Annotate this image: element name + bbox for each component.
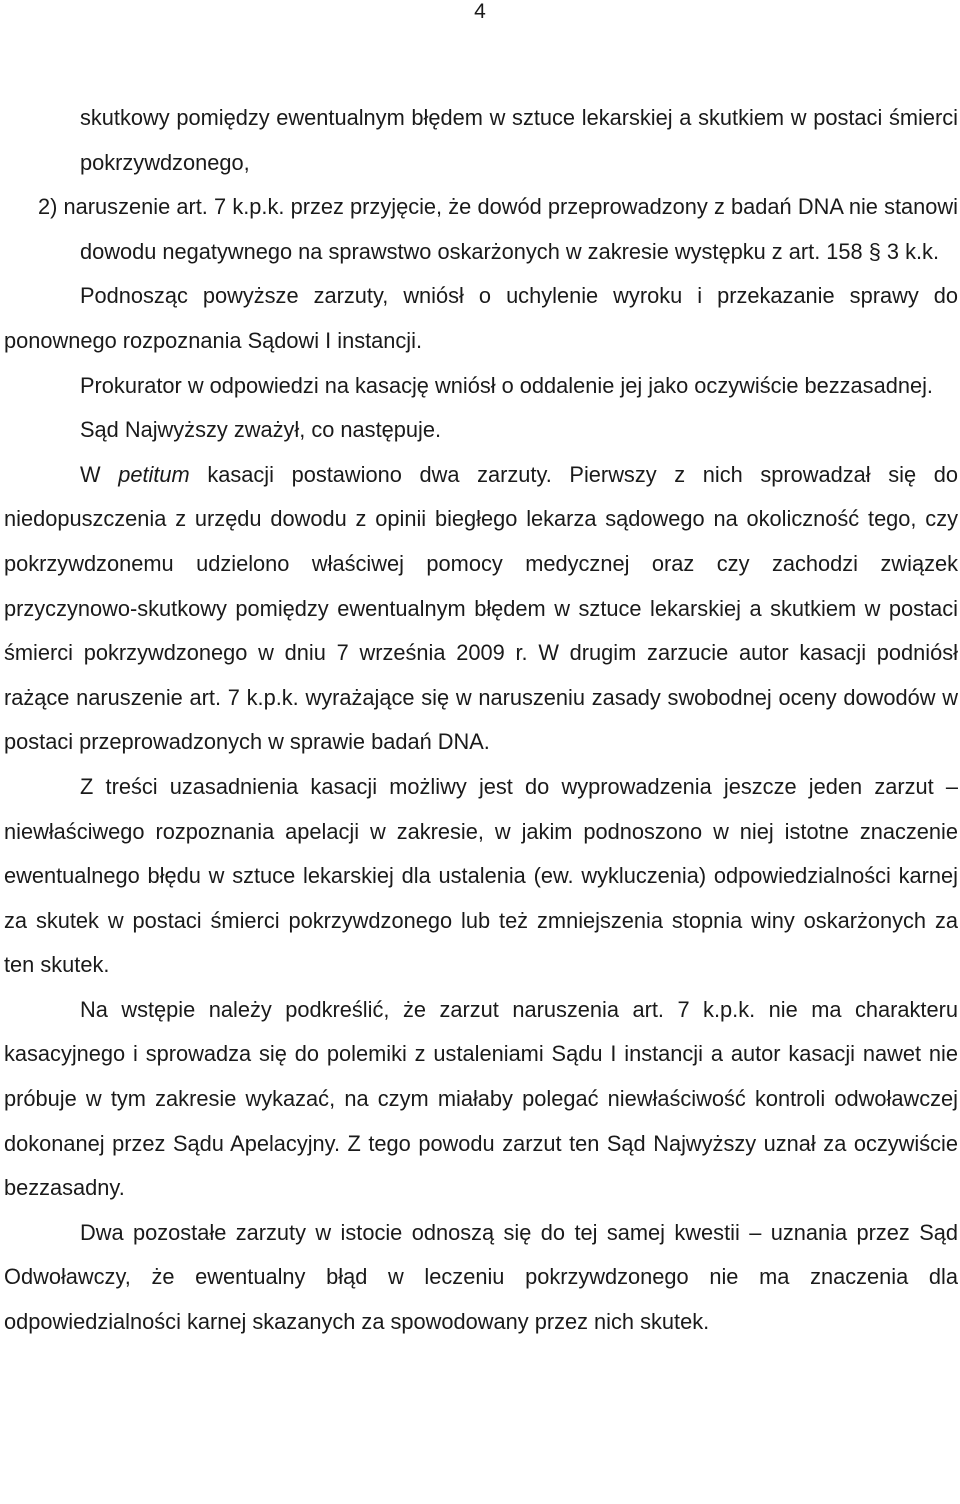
list-item-continuation: skutkowy pomiędzy ewentualnym błędem w sztuce lekarskiej a skutkiem w postaci śmierci pokrzywdzonego, [80, 105, 958, 175]
paragraph-lead: W [80, 461, 101, 487]
paragraph: Z treści uzasadnienia kasacji możliwy jest do wyprowadzenia jeszcze jeden zarzut – niewłaściwego rozpoznania apelacji w zakresie, w jakim podnoszono w niej istotne znaczenie ewentualnego błędu w sztuce lekarskiej dla ustalenia (ew. wykluczenia) odpowiedzialności karnej za skutek w postaci śmierci pokrzywdzonego lub też zmniejszenia stopnia winy oskarżonych za ten skutek. [4, 773, 958, 978]
paragraph: Dwa pozostałe zarzuty w istocie odnoszą się do tej samej kwestii – uznania przez Sąd Odwoławczy, że ewentualny błąd w leczeniu pokrzywdzonego nie ma znaczenia dla odpowiedzialności karnej skazanych za spowodowany przez nich skutek. [4, 1219, 958, 1335]
page-number: 4 [474, 0, 486, 23]
paragraph: Podnosząc powyższe zarzuty, wniósł o uchylenie wyroku i przekazanie sprawy do ponownego rozpoznania Sądowi I instancji. [4, 283, 958, 353]
list-item-2: 2) naruszenie art. 7 k.p.k. przez przyjęcie, że dowód przeprowadzony z badań DNA nie stanowi dowodu negatywnego na sprawstwo oskarżonych w zakresie występku z art. 158 § 3 k.k. [38, 194, 958, 264]
paragraph: Prokurator w odpowiedzi na kasację wniósł o oddalenie jej jako oczywiście bezzasadnej. [80, 372, 933, 398]
paragraph: Sąd Najwyższy zważył, co następuje. [80, 417, 442, 443]
paragraph-rest: kasacji postawiono dwa zarzuty. Pierwszy z nich sprowadzał się do niedopuszczenia z urzędu dowodu z opinii biegłego lekarza sądowego na okoliczność tego, czy pokrzywdzonemu udzielono właściwej pomocy medycznej oraz czy zachodzi związek przyczynowo-skutkowy pomiędzy ewentualnym błędem w sztuce lekarskiej a skutkiem w postaci śmierci pokrzywdzonego w dniu 7 września 2009 r. W drugim zarzucie autor kasacji podniósł rażące naruszenie art. 7 k.p.k. wyrażające się w naruszeniu zasady swobodnej oceny dowodów w postaci przeprowadzonych w sprawie badań DNA. [4, 461, 959, 755]
paragraph: Na wstępie należy podkreślić, że zarzut naruszenia art. 7 k.p.k. nie ma charakteru kasacyjnego i sprowadza się do polemiki z ustaleniami Sądu I instancji a autor kasacji nawet nie próbuje w tym zakresie wykazać, na czym miałaby polegać niewłaściwość kontroli odwoławczej dokonanej przez Sądu Apelacyjny. Z tego powodu zarzut ten Sąd Najwyższy uznał za oczywiście bezzasadny. [4, 996, 958, 1201]
document-body [4, 96, 958, 1345]
italic-term: petitum [118, 461, 190, 487]
paragraph [4, 453, 958, 765]
